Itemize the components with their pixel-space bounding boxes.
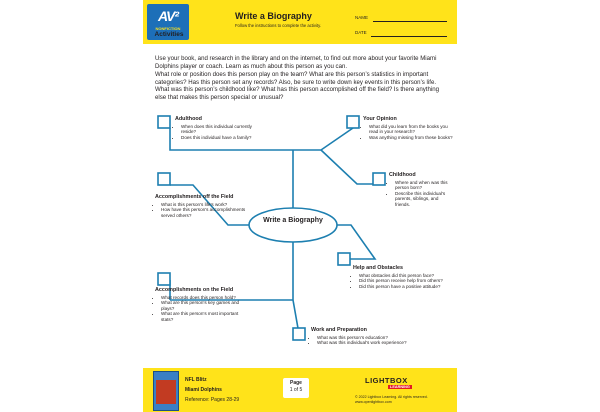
worksheet-page — [143, 0, 457, 412]
node-off-field — [155, 195, 255, 218]
copyright — [355, 395, 428, 405]
node-question: • Describe this individual’s parents, siblings, and friends. — [395, 191, 453, 208]
node-childhood — [389, 173, 453, 208]
box-adulthood[interactable] — [158, 116, 170, 128]
node-title: Adulthood — [175, 116, 202, 122]
copyright-text: © 2022 Lightbox Learning. All rights reserved. — [355, 395, 428, 399]
node-question: • What are this person’s most important stats? — [161, 311, 247, 322]
box-on-field[interactable] — [158, 273, 170, 285]
box-work[interactable] — [293, 328, 305, 340]
learning-badge: LEARNING — [390, 385, 410, 389]
node-question: • What are this person’s key games and plays? — [161, 300, 247, 311]
node-question: • What was this person’s education? — [317, 335, 441, 341]
node-question: • Did this person receive help from others? — [359, 278, 453, 284]
lightbox-logo: LIGHTBOX — [365, 376, 408, 385]
box-opinion[interactable] — [347, 116, 359, 128]
logo-subtext: NONFICTION — [155, 26, 181, 31]
node-title: Your Opinion — [363, 116, 397, 122]
node-title: Work and Preparation — [311, 327, 367, 333]
node-obstacles — [353, 266, 453, 289]
node-question: • Did this person have a positive attitude? — [359, 284, 453, 290]
node-title: Accomplishments on the Field — [155, 287, 234, 293]
box-childhood[interactable] — [373, 173, 385, 185]
page-count: 1 of 5 — [289, 387, 303, 393]
node-question: • What records does this person hold? — [161, 295, 247, 301]
instructions-paragraph-1: Use your book, and research in the library and on the internet, to find out more about your favorite Miami Dolphins player or coach. Learn as much about this person as you can. — [155, 55, 437, 70]
node-question: • When does this individual currently reside? — [181, 124, 255, 135]
page-title: Write a Biography — [235, 11, 312, 21]
activities-label: Activities — [154, 31, 184, 38]
book-title: Miami Dolphins — [185, 387, 222, 393]
box-off-field[interactable] — [158, 173, 170, 185]
node-question: • Where and when was this person born? — [395, 180, 453, 191]
date-label: DATE — [355, 30, 367, 35]
logo-text: AV² — [157, 8, 179, 24]
node-title: Accomplishments off the Field — [155, 194, 234, 200]
page-indicator — [283, 378, 309, 398]
center-ellipse — [249, 208, 337, 242]
website-link[interactable]: www.openlightbox.com — [355, 399, 392, 404]
name-label: NAME — [355, 15, 369, 20]
node-on-field — [155, 288, 247, 323]
book-cover-image — [153, 371, 179, 411]
node-opinion — [363, 117, 453, 140]
node-title: Help and Obstacles — [353, 265, 404, 271]
center-label: Write a Biography — [263, 217, 323, 224]
page-label: Page — [290, 380, 302, 386]
node-question: • What was this individual’s work experience? — [317, 340, 441, 346]
node-title: Childhood — [389, 172, 416, 178]
node-question: • How have this person’s accomplishments served others? — [161, 207, 255, 218]
node-question: • Does this individual have a family? — [181, 135, 255, 141]
node-adulthood — [175, 117, 255, 140]
branch-right-top — [321, 150, 373, 184]
node-question: • Was anything missing from these books? — [369, 135, 453, 141]
footer-bar — [143, 368, 457, 412]
node-question: • What is this person’s life’s work? — [161, 202, 255, 208]
series-name: NFL Blitz — [185, 377, 207, 383]
page-subtitle: Follow the instructions to complete the activity. — [235, 23, 322, 28]
box-obstacles[interactable] — [338, 253, 350, 265]
node-work — [311, 328, 441, 346]
node-question: • What did you learn from the books you read in your research? — [369, 124, 453, 135]
node-question: • What obstacles did this person face? — [359, 273, 453, 279]
instructions-paragraph-2: What role or position does this person play on the team? What are this person’s statistics in important categories? Has this person set any records? Also, be sure to write down key events in this person’s life. What was this person’s childhood like? What has this person accomplished off the field? Is there anything else that makes this person special or unusual? — [155, 71, 439, 101]
reference-pages: Reference: Pages 28-29 — [185, 397, 240, 403]
